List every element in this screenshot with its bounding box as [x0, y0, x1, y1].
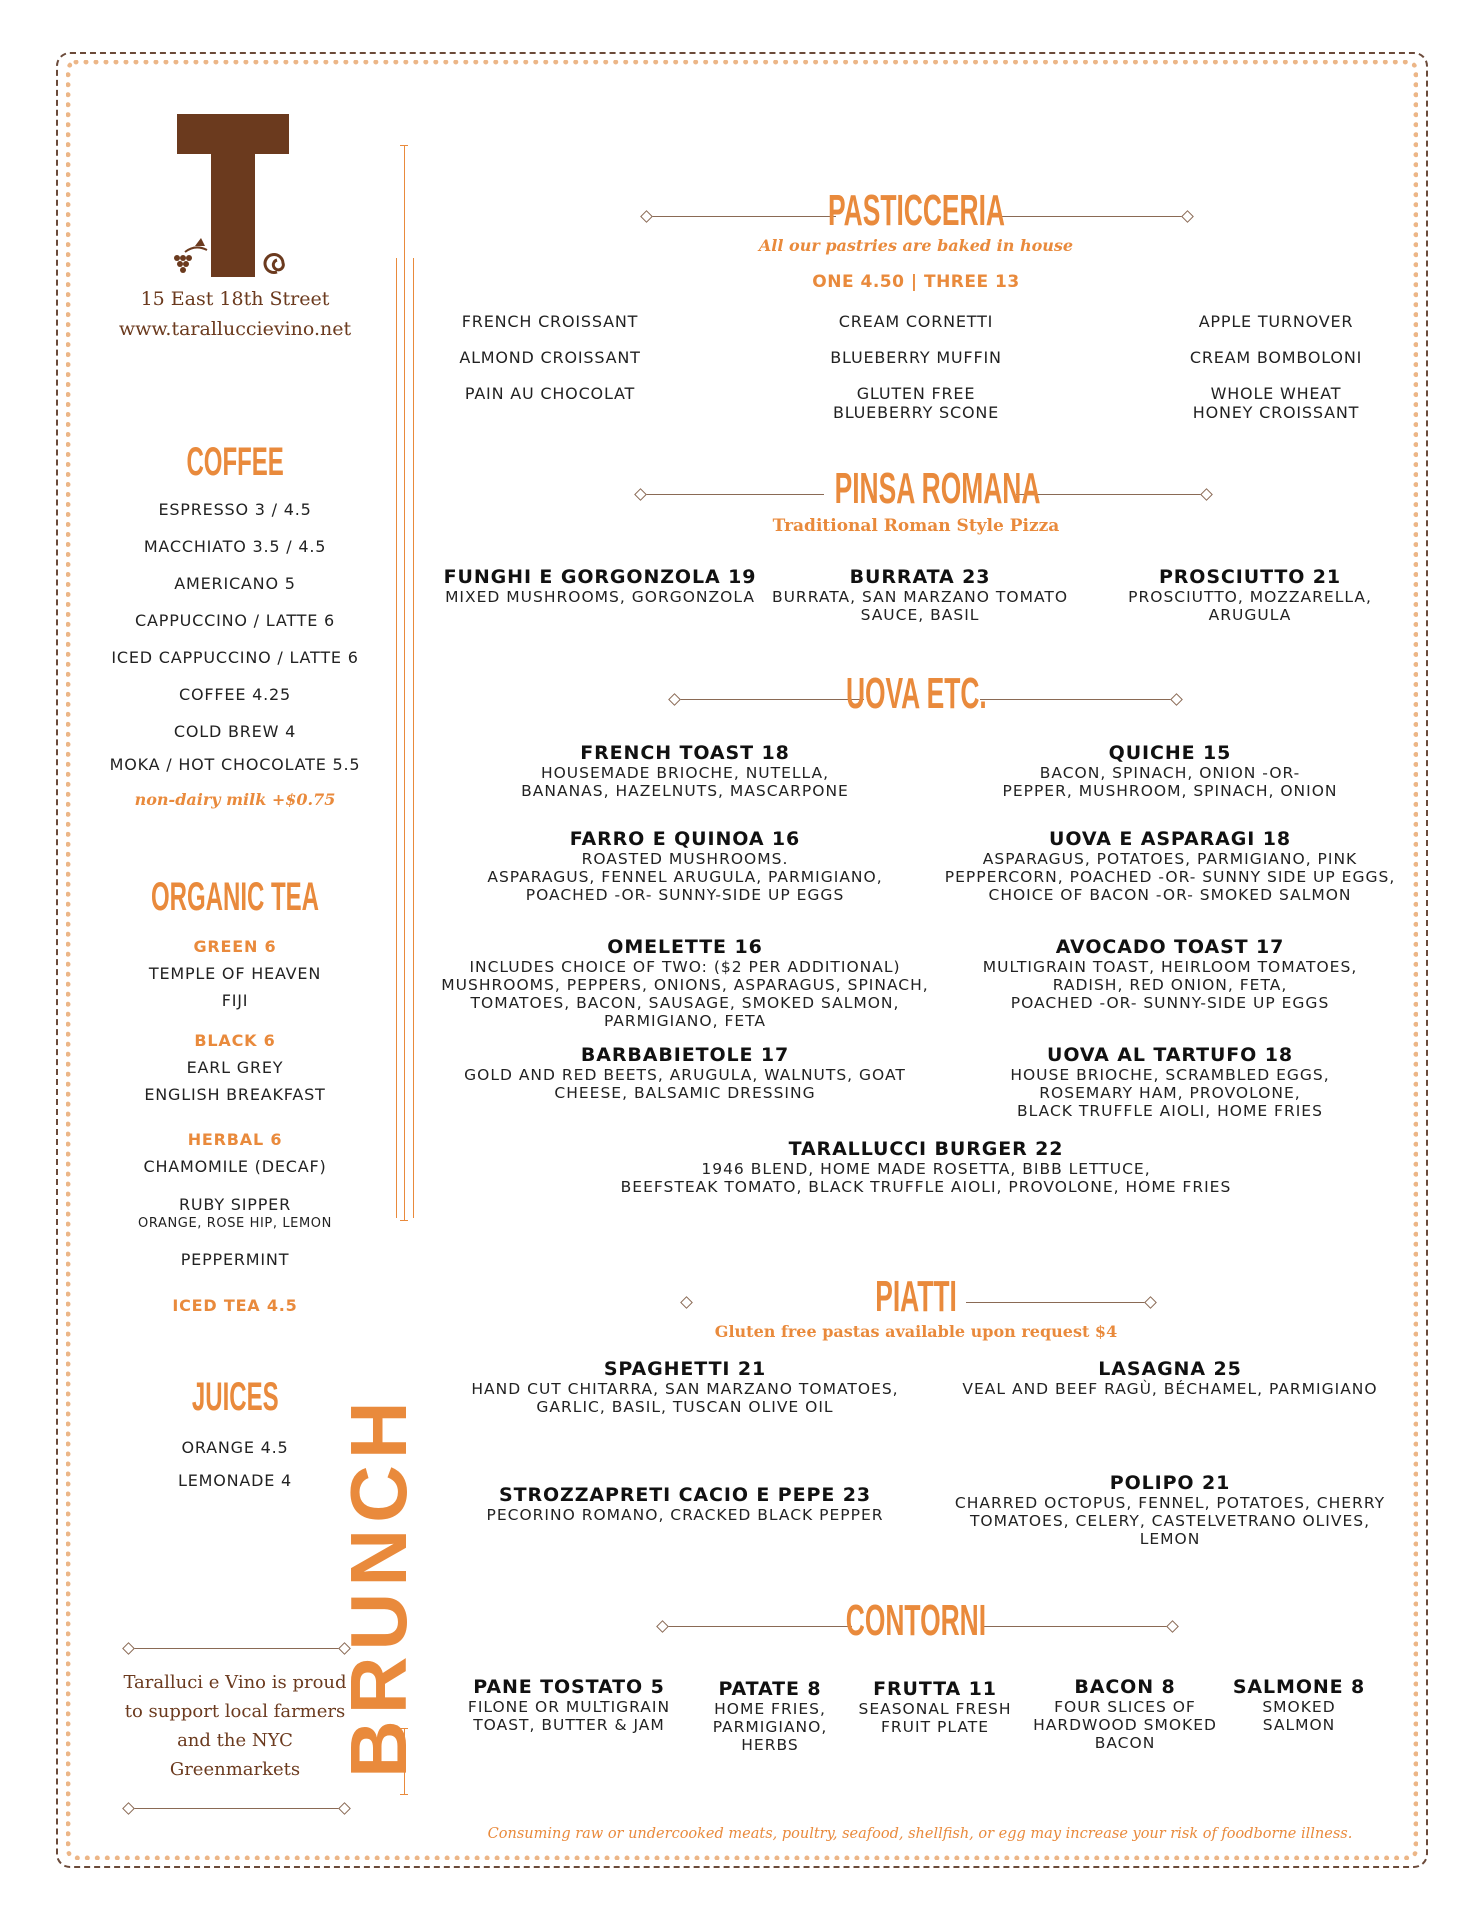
piatti-item: POLIPO 21 CHARRED OCTOPUS, FENNEL, POTATOES, CHERRY TOMATOES, CELERY, CASTELVETRANO OLIVES, LEMON [954, 1472, 1386, 1548]
juices-title: JUICES [191, 1375, 279, 1419]
juice-item: LEMONADE 4 [177, 1471, 293, 1490]
uova-item: FRENCH TOAST 18 HOUSEMADE BRIOCHE, NUTELLA, BANANAS, HAZELNUTS, MASCARPONE [521, 742, 849, 800]
foodborne-disclaimer: Consuming raw or undercooked meats, poultry, seafood, shellfish, or egg may increase your risk of foodborne illness. [487, 1826, 1353, 1842]
divider-line [404, 145, 405, 1220]
pastry-item: CREAM BOMBOLONI [1189, 348, 1363, 367]
pastry-item: APPLE TURNOVER [1198, 312, 1354, 331]
piatti-item: SPAGHETTI 21 HAND CUT CHITARRA, SAN MARZANO TOMATOES, GARLIC, BASIL, TUSCAN OLIVE OIL [471, 1358, 899, 1416]
pastry-item: ALMOND CROISSANT [459, 348, 641, 367]
contorni-item: FRUTTA 11 SEASONAL FRESH FRUIT PLATE [858, 1678, 1012, 1736]
contorni-item: BACON 8 FOUR SLICES OF HARDWOOD SMOKED BACON [1033, 1676, 1217, 1752]
uova-item: BARBABIETOLE 17 GOLD AND RED BEETS, ARUGULA, WALNUTS, GOAT CHEESE, BALSAMIC DRESSING [464, 1044, 906, 1102]
logo-t-icon [165, 112, 325, 282]
coffee-item: MOKA / HOT CHOCOLATE 5.5 [109, 755, 361, 774]
uova-item: UOVA E ASPARAGI 18 ASPARAGUS, POTATOES, PARMIGIANO, PINK PEPPERCORN, POACHED -OR- SUNNY SIDE UP EGGS, CHOICE OF BACON -OR- SMOKED SALMON [944, 828, 1396, 904]
pastry-item: HONEY CROISSANT [1192, 403, 1360, 422]
pastry-item: PAIN AU CHOCOLAT [464, 384, 636, 403]
non-dairy-note: non-dairy milk +$0.75 [134, 790, 336, 809]
piatti-item: LASAGNA 25 VEAL AND BEEF RAGÙ, BÉCHAMEL, PARMIGIANO [962, 1358, 1378, 1398]
pasticceria-heading [766, 186, 1066, 236]
juices-section [95, 1375, 375, 1420]
pinsa-title: PINSA ROMANA [834, 464, 1041, 513]
uova-item: FARRO E QUINOA 16 ROASTED MUSHROOMS. ASPARAGUS, FENNEL ARUGULA, PARMIGIANO, POACHED -OR- SUNNY-SIDE UP EGGS [487, 828, 883, 904]
tea-item: EARL GREY [186, 1058, 284, 1077]
coffee-item: ESPRESSO 3 / 4.5 [158, 500, 312, 519]
pastry-item: BLUEBERRY MUFFIN [830, 348, 1002, 367]
pasticceria-subtitle: All our pastries are baked in house [758, 236, 1074, 255]
coffee-item: AMERICANO 5 [174, 574, 296, 593]
address: 15 East 18th Street [140, 288, 330, 310]
uova-item: QUICHE 15 BACON, SPINACH, ONION -OR- PEPPER, MUSHROOM, SPINACH, ONION [1002, 742, 1338, 800]
tea-item: PEPPERMINT [180, 1250, 290, 1269]
piatti-subtitle: Gluten free pastas available upon request $4 [714, 1322, 1118, 1341]
tea-item-desc: ORANGE, ROSE HIP, LEMON [138, 1216, 332, 1231]
uova-item: TARALLUCCI BURGER 22 1946 BLEND, HOME MADE ROSETTA, BIBB LETTUCE, BEEFSTEAK TOMATO, BLACK TRUFFLE AIOLI, PROVOLONE, HOME FRIES [620, 1138, 1232, 1196]
website[interactable]: www.taralluccievino.net [118, 318, 352, 340]
tea-item: TEMPLE OF HEAVEN [148, 964, 322, 983]
uova-title: UOVA ETC. [845, 669, 987, 718]
piatti-item: STROZZAPRETI CACIO E PEPE 23 PECORINO ROMANO, CRACKED BLACK PEPPER [486, 1484, 884, 1524]
tea-black-heading: BLACK 6 [194, 1031, 276, 1050]
coffee-item: COLD BREW 4 [173, 722, 297, 741]
iced-tea: ICED TEA 4.5 [172, 1296, 298, 1315]
pastry-item: GLUTEN FREE [856, 384, 976, 403]
tea-herbal-heading: HERBAL 6 [187, 1130, 283, 1149]
coffee-item: MACCHIATO 3.5 / 4.5 [143, 537, 327, 556]
logo [165, 112, 325, 282]
pastry-item: BLUEBERRY SCONE [832, 403, 1000, 422]
tea-item: CHAMOMILE (DECAF) [143, 1157, 327, 1176]
pastry-item: FRENCH CROISSANT [461, 312, 639, 331]
uova-item: AVOCADO TOAST 17 MULTIGRAIN TOAST, HEIRLOOM TOMATOES, RADISH, RED ONION, FETA, POACHED -OR- SUNNY-SIDE UP EGGS [982, 936, 1358, 1012]
pasticceria-price: ONE 4.50 | THREE 13 [812, 272, 1020, 292]
coffee-item: CAPPUCCINO / LATTE 6 [135, 611, 335, 630]
tea-item: FIJI [221, 991, 249, 1010]
uova-item: UOVA AL TARTUFO 18 HOUSE BRIOCHE, SCRAMBLED EGGS, ROSEMARY HAM, PROVOLONE, BLACK TRUFFLE AIOLI, HOME FRIES [1010, 1044, 1330, 1120]
coffee-section [95, 440, 375, 485]
tea-item: RUBY SIPPER [179, 1195, 291, 1214]
coffee-item: ICED CAPPUCCINO / LATTE 6 [111, 648, 359, 667]
piatti-title: PIATTI [875, 1272, 957, 1321]
divider-line [396, 258, 397, 1218]
coffee-item: COFFEE 4.25 [179, 685, 291, 704]
tea-green-heading: GREEN 6 [193, 937, 277, 956]
divider-line [413, 258, 414, 1218]
uova-item: OMELETTE 16 INCLUDES CHOICE OF TWO: ($2 PER ADDITIONAL) MUSHROOMS, PEPPERS, ONIONS, ASPARAGUS, SPINACH, TOMATOES, BACON, SAUSAGE, SMOKED SALMON, PARMIGIANO, FETA [441, 936, 929, 1030]
contorni-item: PANE TOSTATO 5 FILONE OR MULTIGRAIN TOAST, BUTTER & JAM [467, 1676, 671, 1734]
contorni-title: CONTORNI [845, 1596, 987, 1645]
uova-heading [776, 669, 1056, 719]
juice-item: ORANGE 4.5 [181, 1438, 289, 1457]
support-text: Taralluci e Vino is proud to support local farmers and the NYC Greenmarkets [123, 1672, 347, 1780]
tea-section [95, 875, 375, 920]
pasticceria-title: PASTICCERIA [827, 186, 1005, 235]
piatti-heading [816, 1272, 1016, 1322]
brunch-vertical-title: BRUNCH [334, 1395, 423, 1778]
pastry-item: WHOLE WHEAT [1210, 384, 1342, 403]
tea-title: ORGANIC TEA [151, 875, 319, 919]
contorni-heading [776, 1596, 1056, 1646]
contorni-item: PATATE 8 HOME FRIES, PARMIGIANO, HERBS [712, 1678, 828, 1754]
pinsa-item: BURRATA 23 BURRATA, SAN MARZANO TOMATO SAUCE, BASIL [771, 566, 1069, 624]
pinsa-heading [766, 464, 1066, 514]
coffee-title: COFFEE [186, 440, 284, 484]
tea-item: ENGLISH BREAKFAST [144, 1085, 326, 1104]
contorni-item: SALMONE 8 SMOKED SALMON [1232, 1676, 1366, 1734]
pinsa-subtitle: Traditional Roman Style Pizza [772, 516, 1060, 536]
pinsa-item: FUNGHI E GORGONZOLA 19 MIXED MUSHROOMS, GORGONZOLA [443, 566, 757, 606]
pastry-item: CREAM CORNETTI [838, 312, 994, 331]
pinsa-item: PROSCIUTTO 21 PROSCIUTTO, MOZZARELLA, ARUGULA [1128, 566, 1372, 624]
